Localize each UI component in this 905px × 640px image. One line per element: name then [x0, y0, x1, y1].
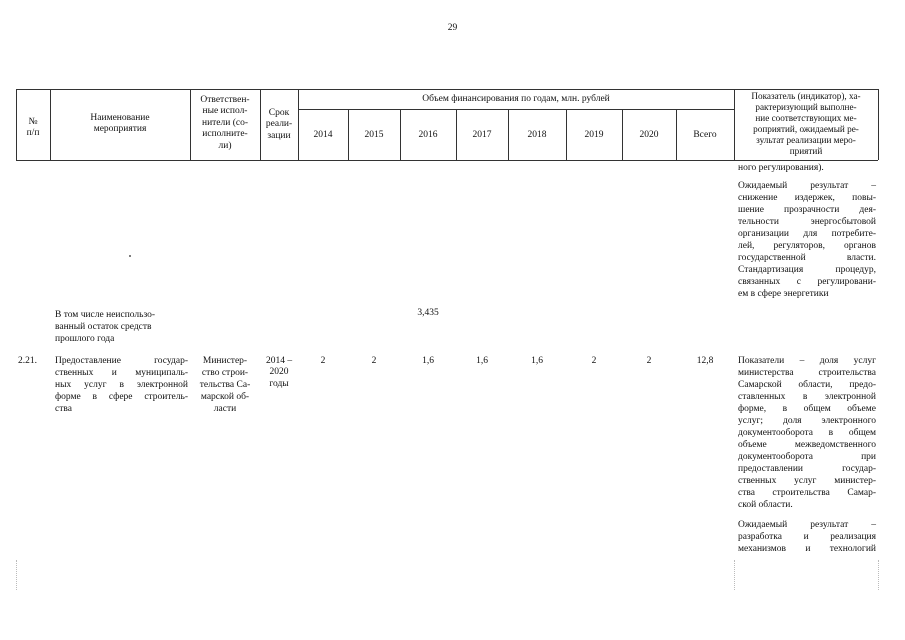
text-line: ственных услуг министер- — [738, 476, 876, 486]
text-line: прошлого года — [55, 334, 115, 344]
text-line: лей, регуляторов, органов — [738, 241, 876, 251]
text-line: форме, в общем объеме — [738, 404, 876, 414]
text-line: ства — [55, 404, 72, 414]
header-year-2016: 2016 — [418, 130, 438, 140]
text-line: Ожидаемый результат – — [738, 520, 876, 530]
value-2015: 2 — [371, 356, 377, 366]
header-year-2019: 2019 — [584, 130, 604, 140]
text-line: тельности энергосбытовой — [738, 217, 876, 227]
text-line: шение прозрачности дея- — [738, 205, 876, 215]
text-line: документооборота при — [738, 452, 876, 462]
text-line: услуг; доля электронного — [738, 416, 876, 426]
value-2018: 1,6 — [531, 356, 543, 366]
value-2014: 2 — [320, 356, 326, 366]
header-indicator: Показатель (индикатор), ха- рактеризующий выполне- ние соответствующих ме- роприятий, ожидаемый ре- зультат реализации меро- приятий — [751, 91, 861, 156]
text-line: ем в сфере энергетики — [738, 289, 829, 299]
header-year-2014: 2014 — [313, 130, 333, 140]
text-line: ванный остаток средств — [55, 322, 152, 332]
value-total: 12,8 — [696, 356, 714, 366]
text-line: министерства строительства — [738, 368, 876, 378]
header-year-2015: 2015 — [364, 130, 384, 140]
text-line: Показатели – доля услуг — [738, 356, 876, 366]
text-line: документооборота в общем — [738, 428, 876, 438]
text-line: ных услуг в электронной — [55, 380, 188, 390]
text-line: механизмов и технологий — [738, 544, 876, 554]
header-responsible: Ответствен- ные испол- нители (со- исполните- ли) — [200, 95, 250, 151]
text-line: Министер- — [202, 356, 248, 366]
text-line: разработка и реализация — [738, 532, 876, 542]
text-line: ственных и муниципаль- — [55, 368, 188, 378]
text-line: ской области. — [738, 500, 793, 510]
value-2016: 1,6 — [422, 356, 434, 366]
value-2020: 2 — [646, 356, 652, 366]
header-year-2020: 2020 — [639, 130, 659, 140]
text-line: ство строи- — [201, 368, 249, 378]
header-year-2017: 2017 — [472, 130, 492, 140]
text-line: Стандартизация процедур, — [738, 265, 876, 275]
header-term: Срок реали- зации — [265, 108, 293, 141]
value-2019: 2 — [591, 356, 597, 366]
text-line: объеме межведомственного — [738, 440, 876, 450]
header-year-2018: 2018 — [527, 130, 547, 140]
text-line: Ожидаемый результат – — [738, 181, 876, 191]
text-line: предоставлении государ- — [738, 464, 876, 474]
indicator-continued-tail: ного регулирования). — [738, 163, 824, 173]
text-line: форме в сфере строитель- — [55, 392, 188, 402]
text-line: В том числе неиспользо- — [55, 310, 156, 320]
text-line: Самарской области, предо- — [738, 380, 876, 390]
text-line: государственной власти. — [738, 253, 876, 263]
header-name: Наименование мероприятия — [90, 113, 150, 135]
header-number: № п/п — [26, 117, 40, 139]
header-total: Всего — [693, 130, 717, 140]
text-line: Предоставление государ- — [55, 356, 188, 366]
unused-balance-2016: 3,435 — [417, 308, 439, 318]
text-line: организации для потребите- — [738, 229, 876, 239]
text-line: ставленных в электронной — [738, 392, 876, 402]
row-number: 2.21. — [18, 356, 37, 366]
value-2017: 1,6 — [476, 356, 488, 366]
text-line: снижение издержек, повы- — [738, 193, 876, 203]
header-funding: Объем финансирования по годам, млн. рублей — [422, 94, 610, 104]
text-line: связанных с регулировани- — [738, 277, 876, 287]
text-line: марской об- — [200, 392, 250, 402]
page-number: 29 — [447, 23, 458, 33]
row-2-21-term: 2014 – 2020 годы — [265, 356, 293, 389]
scan-speck — [129, 255, 131, 257]
text-line: ства строительства Самар- — [738, 488, 876, 498]
text-line: ласти — [213, 404, 237, 414]
text-line: тельства Са- — [199, 380, 251, 390]
